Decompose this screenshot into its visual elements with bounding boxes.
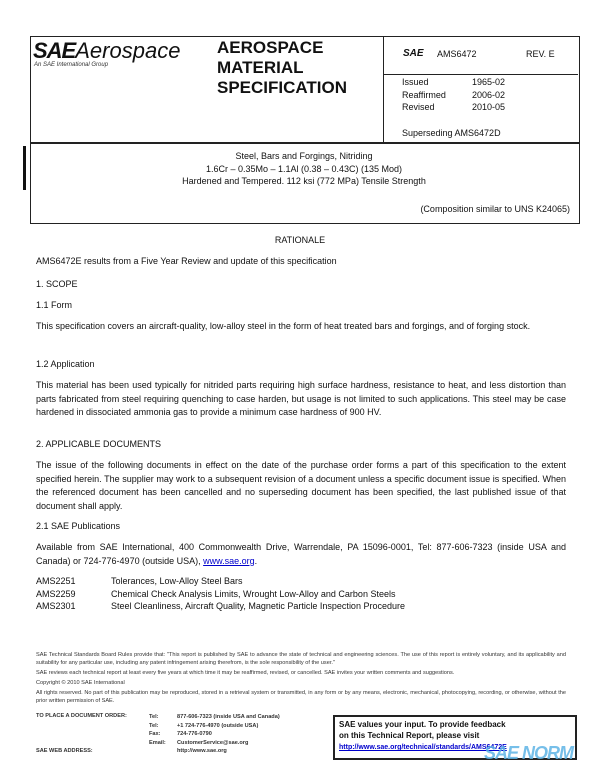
date-value: 1965-02 [472, 77, 506, 87]
contact-label: Tel: [149, 722, 159, 729]
logo-sae: SAE [33, 38, 76, 63]
subject-line: Hardened and Tempered. 112 ksi (772 MPa) Tensile Strength [182, 176, 426, 186]
footer-tsb-notice: SAE Technical Standards Board Rules provide that: "This report is published by SAE to advance the state of technical and engineering sciences. The use of this report is entirely voluntary, and its applicability and suitability for any particular use, including any patent infringement arising therefrom, is the sole responsibility of the user." [36, 652, 566, 666]
paragraph: The issue of the following documents in effect on the date of the purchase order forms a part of this specification to the extent specified herein. The supplier may work to a subsequent revision of a document unless a specific document issue is specified. When the referenced document has been cancelled and no superseding document has been specified, the last published issue of that document shall apply. [36, 460, 566, 511]
composition-note: (Composition similar to UNS K24065) [420, 204, 570, 214]
contact-value: +1 724-776-4970 (outside USA) [177, 722, 259, 729]
header-row-divider [383, 74, 578, 75]
footer-review-notice: SAE reviews each technical report at least every five years at which time it may be reaffirmed, revised, or cancelled. SAE invites your written comments and suggestions. [36, 670, 455, 676]
footer-rights: All rights reserved. No part of this publication may be reproduced, stored in a retrieval system or transmitted, in any form or by any means, electronic, mechanical, photocopying, recording, or otherwise, without the prior written permission of SAE. [36, 690, 566, 704]
reference-title: Steel Cleanliness, Aircraft Quality, Magnetic Particle Inspection Procedure [111, 601, 405, 611]
section-heading: 2.1 SAE Publications [36, 521, 121, 531]
document-number: AMS6472 [437, 49, 477, 59]
document-type-title [217, 38, 347, 98]
sae-norm-watermark: SAE NORM [484, 743, 574, 763]
contact-label: Tel: [149, 714, 159, 720]
contact-value: 724-776-0790 [177, 731, 212, 737]
section-heading: 1. SCOPE [36, 279, 78, 289]
feedback-text [339, 719, 507, 753]
contact-values [177, 713, 280, 747]
date-value: 2006-02 [472, 89, 506, 100]
rationale-heading: RATIONALE [274, 235, 326, 245]
subject-line: Steel, Bars and Forgings, Nitriding [235, 151, 373, 161]
paragraph-text: Available from SAE International, 400 Commonwealth Drive, Warrendale, PA 15096-0001, Tel: 877-606-7323 (inside USA and Canada) or 724-776-4970 (outside USA), [36, 542, 566, 566]
paragraph [36, 541, 566, 568]
contact-label: Email: [149, 739, 166, 746]
subject-line: 1.6Cr – 0.35Mo – 1.1Al (0.38 – 0.43C) (135 Mod) [205, 163, 403, 174]
sae-website-link[interactable]: www.sae.org [203, 555, 255, 566]
section-heading: 2. APPLICABLE DOCUMENTS [36, 439, 162, 449]
reference-title: Tolerances, Low-Alloy Steel Bars [111, 576, 243, 586]
feedback-link[interactable]: http://www.sae.org/technical/standards/AMS6472E [339, 744, 507, 751]
paragraph-end: . [254, 555, 258, 566]
footer-copyright: Copyright © 2010 SAE International [36, 680, 125, 686]
sae-aerospace-logo [33, 38, 180, 64]
date-value: 2010-05 [472, 102, 506, 112]
title-line: MATERIAL [217, 58, 304, 77]
web-address[interactable]: http://www.sae.org [177, 748, 227, 754]
date-label: Revised [402, 102, 435, 112]
revision: REV. E [526, 49, 555, 59]
logo-aerospace: Aerospace [75, 38, 181, 63]
reference-id: AMS2259 [36, 588, 76, 599]
contact-value: 877-606-7323 (inside USA and Canada) [177, 714, 280, 720]
feedback-line: on this Technical Report, please visit [339, 731, 480, 740]
web-label: SAE WEB ADDRESS: [36, 748, 93, 754]
subject-title [30, 150, 578, 188]
sae-small-logo: SAE [403, 48, 424, 59]
contact-label: Fax: [149, 731, 161, 737]
reference-id: AMS2301 [36, 601, 76, 611]
date-label: Reaffirmed [402, 89, 446, 100]
order-label: TO PLACE A DOCUMENT ORDER: [36, 713, 127, 719]
contact-value[interactable]: CustomerService@sae.org [177, 739, 249, 746]
reference-title: Chemical Check Analysis Limits, Wrought Low-Alloy and Carbon Steels [111, 588, 396, 599]
logo-subtitle: An SAE International Group [34, 62, 109, 68]
date-values [472, 76, 505, 114]
title-line: AEROSPACE [217, 38, 324, 57]
section-heading: 1.1 Form [36, 300, 73, 310]
reference-ids [36, 575, 76, 613]
reference-titles [111, 575, 405, 613]
change-bar [23, 146, 26, 190]
paragraph: This material has been used typically for nitrided parts requiring high surface hardness, resistance to heat, and less distortion than parts fabricated from steel requiring quenching to case harden, but usage is not limited to such applications. This steel may be case hardened in dissociated ammonia gas to provide a minimum case hardness of 900 HV. [36, 380, 566, 417]
contact-labels [149, 713, 166, 747]
date-label: Issued [402, 77, 429, 87]
superseding: Superseding AMS6472D [402, 128, 501, 138]
rationale-text: AMS6472E results from a Five Year Review and update of this specification [36, 256, 337, 266]
date-labels [402, 76, 446, 114]
feedback-line: SAE values your input. To provide feedback [339, 720, 506, 729]
title-line: SPECIFICATION [217, 78, 348, 97]
paragraph: This specification covers an aircraft-quality, low-alloy steel in the form of heat treated bars and forgings, and of forging stock. [36, 321, 531, 331]
section-heading: 1.2 Application [36, 359, 95, 369]
reference-id: AMS2251 [36, 576, 76, 586]
